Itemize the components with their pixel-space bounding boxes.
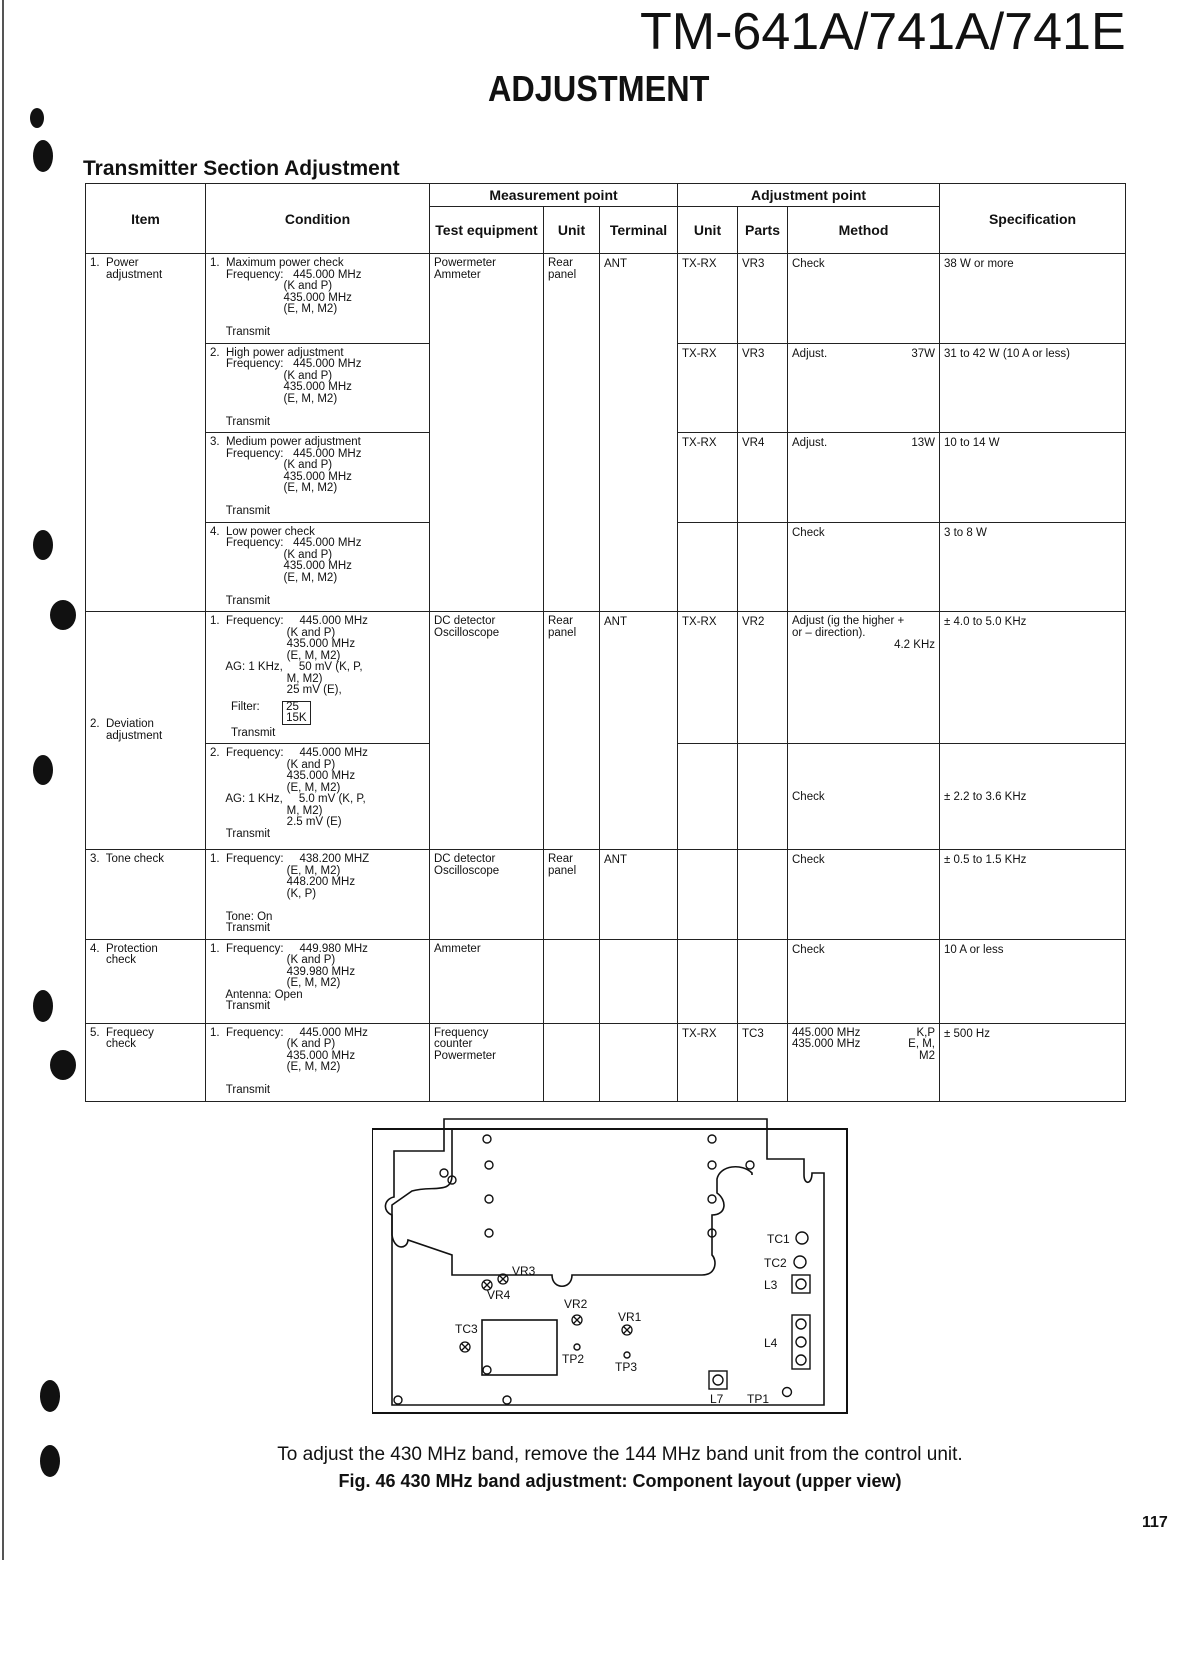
- spec-cell: ± 2.2 to 3.6 KHz: [940, 744, 1126, 850]
- unit-cell: Rear panel: [544, 254, 600, 612]
- mount-hole: [503, 1396, 511, 1404]
- mount-hole: [485, 1161, 493, 1169]
- header-test-equipment: Test equipment: [430, 207, 544, 254]
- equipment-cell: Powermeter Ammeter: [430, 254, 544, 612]
- condition-text: 1. Frequency: 445.000 MHz (K and P) 435.000 MHz (E, M, M2) AG: 1 KHz, 50 mV (K, P, M, M2) 25 mV (E),: [210, 615, 368, 696]
- l4-core-icon: [796, 1337, 806, 1347]
- method-cell: [788, 1023, 940, 1101]
- mount-hole: [440, 1169, 448, 1177]
- header-item: Item: [86, 184, 206, 254]
- condition-cell: 1. Maximum power check Frequency: 445.000 MHz (K and P) 435.000 MHz (E, M, M2) Transmit: [206, 254, 430, 344]
- equipment-cell: Ammeter: [430, 939, 544, 1023]
- parts-cell: [738, 744, 788, 850]
- method-cell: [788, 522, 940, 612]
- parts-cell: VR2: [738, 612, 788, 744]
- terminal-cell: ANT: [600, 850, 678, 940]
- adj-unit-cell: [678, 522, 738, 612]
- tp3-label: TP3: [615, 1360, 638, 1374]
- terminal-cell: [600, 939, 678, 1023]
- punch-hole: [33, 530, 53, 560]
- mount-hole: [485, 1229, 493, 1237]
- header-terminal: Terminal: [600, 207, 678, 254]
- vr4-label: VR4: [487, 1288, 511, 1302]
- filter-label: Filter:: [231, 700, 260, 713]
- tp1-label: TP1: [747, 1392, 770, 1406]
- adj-unit-cell: [678, 850, 738, 940]
- method-cell: [788, 433, 940, 523]
- tc3-trimmer-icon: [460, 1342, 470, 1352]
- filter-line: [231, 701, 425, 725]
- method-text: Adjust (ig the higher + or – direction).: [792, 615, 905, 639]
- mount-hole: [708, 1161, 716, 1169]
- spec-cell: 3 to 8 W: [940, 522, 1126, 612]
- section-title: Transmitter Section Adjustment: [83, 157, 400, 180]
- mount-hole: [483, 1135, 491, 1143]
- method-text: Check: [792, 526, 825, 539]
- method-value: 4.2 KHz: [894, 639, 936, 651]
- l7-coil-icon: [709, 1371, 727, 1389]
- tc1-trimmer-icon: [796, 1232, 808, 1244]
- spec-cell: 31 to 42 W (10 A or less): [940, 343, 1126, 433]
- condition-cell: 4. Low power check Frequency: 445.000 MHz (K and P) 435.000 MHz (E, M, M2) Transmit: [206, 522, 430, 612]
- adj-unit-cell: TX-RX: [678, 433, 738, 523]
- l4-label: L4: [764, 1336, 778, 1350]
- header-specification: Specification: [940, 184, 1126, 254]
- spec-cell: ± 4.0 to 5.0 KHz: [940, 612, 1126, 744]
- tc2-label: TC2: [764, 1256, 787, 1270]
- punch-hole: [33, 990, 53, 1022]
- adj-unit-cell: TX-RX: [678, 612, 738, 744]
- method-cell: Check: [788, 850, 940, 940]
- condition-cell: 3. Medium power adjustment Frequency: 445.000 MHz (K and P) 435.000 MHz (E, M, M2) Transmit: [206, 433, 430, 523]
- parts-cell: TC3: [738, 1023, 788, 1101]
- method-text: Adjust.: [792, 437, 828, 449]
- method-value: 13W: [911, 437, 936, 449]
- tc2-trimmer-icon: [794, 1256, 806, 1268]
- punch-hole: [40, 1445, 60, 1477]
- condition-cell: 2. Frequency: 445.000 MHz (K and P) 435.000 MHz (E, M, M2) AG: 1 KHz, 5.0 mV (K, P, M, M2) 2.5 mV (E) Transmit: [206, 744, 430, 850]
- method-cell: [788, 612, 940, 744]
- mount-hole: [746, 1161, 754, 1169]
- page-edge-line: [2, 0, 4, 1560]
- vr2-potentiometer-icon: [572, 1315, 582, 1325]
- mount-hole: [708, 1135, 716, 1143]
- item-cell: 4. Protection check: [86, 939, 206, 1023]
- figure-note: To adjust the 430 MHz band, remove the 144 MHz band unit from the control unit.: [277, 1444, 963, 1465]
- condition-cell: 1. Frequency: 449.980 MHz (K and P) 439.980 MHz (E, M, M2) Antenna: Open Transmit: [206, 939, 430, 1023]
- spec-cell: 10 to 14 W: [940, 433, 1126, 523]
- model-header: TM-641A/741A/741E: [640, 3, 1126, 61]
- ic-rectangle: [482, 1320, 557, 1375]
- header-method: Method: [788, 207, 940, 254]
- adj-unit-cell: TX-RX: [678, 343, 738, 433]
- mount-hole: [483, 1366, 491, 1374]
- parts-cell: [738, 850, 788, 940]
- method-text: 445.000 MHz 435.000 MHz: [792, 1026, 861, 1050]
- equipment-cell: DC detector Oscilloscope: [430, 612, 544, 850]
- adj-unit-cell: TX-RX: [678, 254, 738, 344]
- item-cell: 5. Frequecy check: [86, 1023, 206, 1101]
- vr2-label: VR2: [564, 1297, 588, 1311]
- board-outline: [372, 1129, 847, 1413]
- punch-hole: [33, 755, 53, 785]
- adjustment-table: [85, 183, 1126, 1102]
- punch-hole: [33, 140, 53, 172]
- punch-hole: [30, 108, 44, 128]
- unit-cell: [544, 1023, 600, 1101]
- header-condition: Condition: [206, 184, 430, 254]
- parts-cell: [738, 939, 788, 1023]
- l4-coil-icon: [792, 1315, 810, 1369]
- l4-core-icon: [796, 1319, 806, 1329]
- condition-cell: 1. Frequency: 438.200 MHZ (E, M, M2) 448.200 MHz (K, P) Tone: On Transmit: [206, 850, 430, 940]
- method-cell: [788, 343, 940, 433]
- method-text: Check: [792, 258, 825, 270]
- l4-core-icon: [796, 1355, 806, 1365]
- adj-unit-cell: [678, 939, 738, 1023]
- l3-coil-icon: [792, 1275, 810, 1293]
- tc3-label: TC3: [455, 1322, 478, 1336]
- method-value: 37W: [911, 347, 936, 360]
- tp3-testpoint-icon: [624, 1352, 630, 1358]
- unit-cell: [544, 939, 600, 1023]
- spec-cell: ± 0.5 to 1.5 KHz: [940, 850, 1126, 940]
- mount-hole: [708, 1195, 716, 1203]
- spec-cell: 10 A or less: [940, 939, 1126, 1023]
- header-unit: Unit: [544, 207, 600, 254]
- component-layout-diagram: [372, 1115, 852, 1420]
- method-value: K,P E, M, M2: [908, 1026, 936, 1062]
- vr1-label: VR1: [618, 1310, 642, 1324]
- header-parts: Parts: [738, 207, 788, 254]
- equipment-cell: Frequency counter Powermeter: [430, 1023, 544, 1101]
- header-measurement-point: Measurement point: [430, 184, 678, 207]
- l7-core-icon: [713, 1375, 723, 1385]
- condition-cell: [206, 612, 430, 744]
- header-adj-unit: Unit: [678, 207, 738, 254]
- parts-cell: VR4: [738, 433, 788, 523]
- l3-label: L3: [764, 1278, 778, 1292]
- l3-core-icon: [796, 1279, 806, 1289]
- item-cell: 2. Deviation adjustment: [86, 612, 206, 850]
- method-cell: Check: [788, 939, 940, 1023]
- punch-hole: [40, 1380, 60, 1412]
- condition-cell: 2. High power adjustment Frequency: 445.000 MHz (K and P) 435.000 MHz (E, M, M2) Transmit: [206, 343, 430, 433]
- parts-cell: VR3: [738, 254, 788, 344]
- method-text: Check: [792, 790, 825, 803]
- tp1-testpoint-icon: [783, 1388, 792, 1397]
- punch-hole: [50, 1050, 76, 1080]
- method-text: Adjust.: [792, 347, 828, 360]
- parts-cell: [738, 522, 788, 612]
- vr1-potentiometer-icon: [622, 1325, 632, 1335]
- condition-cell: 1. Frequency: 445.000 MHz (K and P) 435.000 MHz (E, M, M2) Transmit: [206, 1023, 430, 1101]
- parts-cell: VR3: [738, 343, 788, 433]
- condition-end: Transmit: [231, 726, 276, 739]
- board-cutout-left: [392, 1129, 752, 1286]
- item-cell: 1. Power adjustment: [86, 254, 206, 612]
- adj-unit-cell: TX-RX: [678, 1023, 738, 1101]
- method-cell: [788, 254, 940, 344]
- terminal-cell: ANT: [600, 254, 678, 612]
- mount-hole: [485, 1195, 493, 1203]
- figure-caption: Fig. 46 430 MHz band adjustment: Component layout (upper view): [338, 1471, 902, 1491]
- spec-cell: 38 W or more: [940, 254, 1126, 344]
- terminal-cell: ANT: [600, 612, 678, 850]
- vr3-label: VR3: [512, 1264, 536, 1278]
- page-number: 117: [1142, 1514, 1168, 1531]
- punch-hole: [50, 600, 76, 630]
- item-cell: 3. Tone check: [86, 850, 206, 940]
- filter-box: 25 15K: [282, 701, 310, 725]
- equipment-cell: DC detector Oscilloscope: [430, 850, 544, 940]
- mount-hole: [394, 1396, 402, 1404]
- tc1-label: TC1: [767, 1232, 790, 1246]
- spec-cell: ± 500 Hz: [940, 1023, 1126, 1101]
- adj-unit-cell: [678, 744, 738, 850]
- page-title: ADJUSTMENT: [488, 68, 710, 109]
- unit-cell: Rear panel: [544, 850, 600, 940]
- terminal-cell: [600, 1023, 678, 1101]
- header-adjustment-point: Adjustment point: [678, 184, 940, 207]
- method-cell: [788, 744, 940, 850]
- l7-label: L7: [710, 1392, 724, 1406]
- unit-cell: Rear panel: [544, 612, 600, 850]
- tp2-testpoint-icon: [574, 1344, 580, 1350]
- tp2-label: TP2: [562, 1352, 585, 1366]
